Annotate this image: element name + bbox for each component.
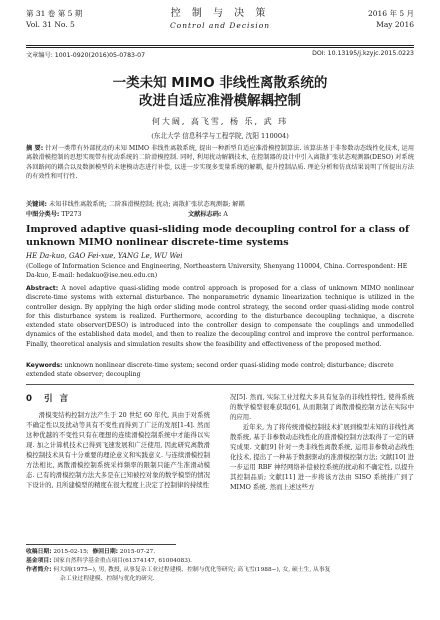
document-code [188, 210, 228, 219]
paper-title-cn-line2: 改进自适应准滑模解耦控制 [139, 93, 301, 109]
clc-number [26, 211, 82, 218]
fund-text: 国家自然科学基金重点项目(61374147, 61004083). [53, 558, 192, 564]
abstract-en-label: Abstract: [26, 285, 59, 292]
volume-cn: 第 31 卷 第 5 期 [26, 9, 83, 18]
body-rule [26, 384, 414, 385]
issue-date-cn: 2016 年 5 月 [367, 9, 414, 18]
abstract-cn-label: 摘 要: [26, 145, 44, 152]
keywords-en [26, 361, 414, 380]
body-column-right [230, 392, 414, 492]
clc-value: TP273 [61, 211, 82, 218]
fund-label: 基金项目: [26, 558, 52, 564]
footnote-bio-continued: 杂工业过程建模、控制与优化的研究. [60, 576, 155, 582]
journal-name-cn: 控 制 与 决 策 [170, 8, 270, 19]
journal-name [26, 8, 414, 31]
keywords-cn-text: 未知非线性离散系统; 二阶准滑模控制; 扰动; 离散扩张状态观测器; 解耦 [49, 201, 245, 208]
doi: DOI: 10.13195/j.kzyjc.2015.0223 [312, 50, 414, 57]
section-heading [26, 394, 210, 404]
classification-cn [26, 210, 414, 219]
keywords-en-label: Keywords: [26, 362, 63, 369]
header-rule [26, 45, 414, 46]
header-rule-thin [26, 47, 414, 48]
clc-label: 中图分类号: [26, 211, 60, 218]
section-number: 0 [26, 394, 34, 404]
revised-label: 修回日期: [92, 549, 118, 555]
paper-title-cn-line1: 一类未知 MIMO 非线性离散系统的 [112, 75, 328, 91]
document-code-value: A [223, 211, 228, 218]
keywords-en-text: unknown nonlinear discrete-time system; second order quasi-sliding mode control; disturbance; discrete extended state observer; decoupling [26, 362, 394, 379]
paper-title-cn [26, 74, 414, 110]
affiliation-cn: (东北大学 信息科学与工程学院, 沈阳 110004) [151, 132, 289, 140]
abstract-en-text: A novel adaptive quasi-sliding mode control approach is proposed for a class of unknown MIMO nonlinear discrete-time systems with external disturbance. The nonparametric dynamic linearization technique is utilized in the controller design. By applying the high order sliding mode control strategy, the second order quasi-sliding mode control for this disturbance system is realized. Furthermore, according to the disturbance decoupling technique, a discrete extended state observer(DESO) is introduced into the controller design to compensate the couplings and unmodelled dynamics of the established data model, and then to realize the decoupling control and improve the control performance. Finally, theoretical analysis and simulation results show the feasibility and effectiveness of the proposed method. [26, 285, 414, 348]
bio-text: 何大阔(1975−), 男, 教授, 从事复杂工业过程建模、控制与优化等研究; 高飞雪(1988−), 女, 硕士生, 从事复 [53, 567, 331, 573]
revised-date: 2015-07-27. [119, 549, 156, 555]
document-code-label: 文献标志码: [188, 211, 222, 218]
footnote-rule [26, 544, 176, 545]
body-paragraph-continued: 况[5]. 然而, 实际工业过程大多具有复杂的非线性特性, 使得系统的数学模型很难获取[6], 从而限制了离散滑模控制方法在实际中的应用. [230, 393, 414, 421]
bio-label: 作者简介: [26, 567, 52, 573]
footnote-dates [26, 548, 414, 557]
abstract-cn [26, 144, 414, 182]
keywords-cn [26, 200, 414, 209]
journal-name-en: Control and Decision [169, 21, 271, 30]
abstract-en [26, 284, 414, 349]
authors-en: HE Da-kuo, GAO Fei-xue, YANG Le, WU Wei [26, 252, 183, 260]
article-number: 文章编号: 1001-0920(2016)05-0783-07 [26, 52, 146, 59]
footnote-bio [26, 566, 414, 575]
body-paragraph: 近年来, 为了将传统滑模控制技术扩展到模型未知的非线性离散系统, 基于非参数动态线性化的准滑模控制方法取得了一定的研究成果. 文献[9] 针对一类非线性离散系统, 运用非参数动态线性化技术, 提出了一种基于数据驱动的准滑模控制方法; 文献[10] 进一步运用 RBF 神经网络补偿被控系统的扰动和不确定性, 以提升其控制品质; 文献[11] 进一步将该方法由 SISO 系统推广到了 MIMO 系统. 然而上述这些方 [230, 423, 414, 491]
footnote-fund [26, 557, 414, 566]
abstract-cn-text: 针对一类带有外部扰动的未知 MIMO 非线性离散系统, 提出一种新型自适应准滑模控制算法. 该算法基于非参数动态线性化技术, 运用离散滑模控制的思想实现带有扰动系统的二阶滑模控制. 同时, 利用扰动解耦技术, 在控制器的设计中引入离散扩张状态观测器(DESO) 对系统各回路间的耦合以及数据模型的未建模动态进行补偿, 以进一步实现多变量系统的解耦, 提升控制品质. 理论分析和仿真结果说明了所提出方法的有效性和可行性. [26, 145, 415, 181]
received-label: 收稿日期: [26, 549, 52, 555]
paper-title-en: Improved adaptive quasi-sliding mode decoupling control for a class of unknown MIMO nonlinear discrete-time systems [26, 224, 410, 248]
section-title: 引 言 [43, 394, 71, 404]
keywords-cn-label: 关键词: [26, 201, 48, 208]
volume-en: Vol. 31 No. 5 [26, 20, 75, 29]
body-column-left [26, 392, 210, 490]
received-date: 2015-02-15; [53, 549, 89, 555]
running-header [26, 8, 414, 40]
article-meta [26, 50, 414, 62]
footnote [26, 548, 414, 584]
issue-date-en: May 2016 [376, 20, 414, 29]
body-paragraph: 滑模变结构控制方法产生于 20 世纪 60 年代, 具由于对系统不确定性以及扰动等具有不变性而得到了广泛的发展[1-4]. 然而这种优越的不变性只有在理想的连续滑模控制系统中才能得以实现. 加之计算机技术已得到飞速发展和广泛使用, 因此研究离散滑模控制技术具有十分重要的理论意义和实践意义. 与连续滑模控制方法相比, 离散滑模控制系统采样频率的限制只能产生准滑动模态. 已有的滑模控制方法大多是在已知被控对象的数学模型的情况下设计的, 且所建模型的精度在很大程度上决定了控制律的持续性 [26, 411, 210, 489]
authors-cn: 何大阔, 高飞雪, 杨 乐, 武 玮 [151, 117, 289, 126]
issue-date [368, 8, 414, 30]
affiliation-en: (College of Information Science and Engineering, Northeastern University, Shenyang 110004, China. Correspondent: HE Da-kuo, E-mail: hedakuo@ise.neu.edu.cn) [26, 263, 408, 279]
